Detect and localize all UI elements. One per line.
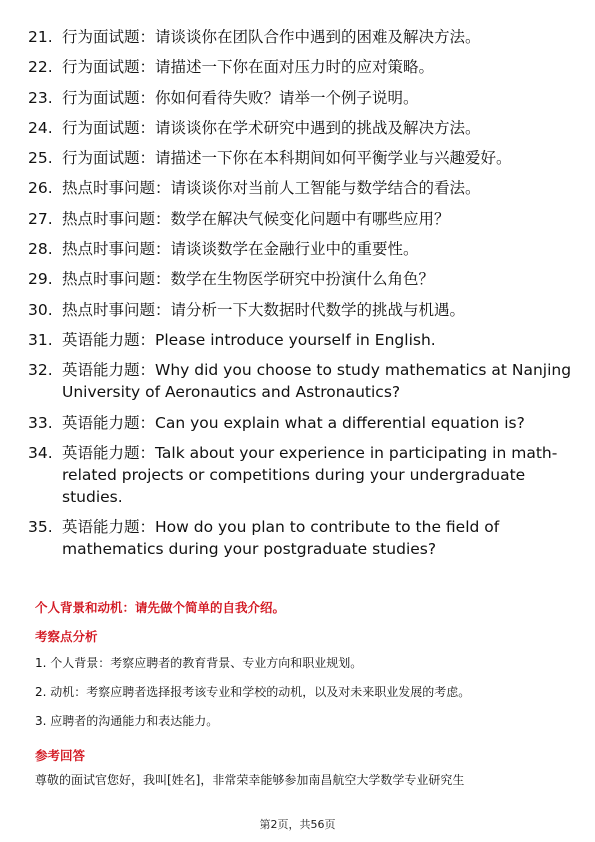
analysis-point: 2. 动机：考察应聘者选择报考该专业和学校的动机，以及对未来职业发展的考虑。 (35, 685, 471, 699)
question-number: 28. (28, 240, 53, 259)
question-item (28, 26, 573, 48)
question-text: 行为面试题：请谈谈你在团队合作中遇到的困难及解决方法。 (62, 28, 481, 46)
section-title: 个人背景和动机：请先做个简单的自我介绍。 (35, 600, 286, 615)
question-text: 英语能力题：Can you explain what a differential equation is? (62, 413, 525, 432)
question-number: 33. (28, 413, 53, 432)
question-item (28, 516, 573, 560)
question-number: 32. (28, 361, 53, 380)
question-number: 29. (28, 270, 53, 289)
question-number: 23. (28, 88, 53, 107)
question-text: 热点时事问题：请谈谈你对当前人工智能与数学结合的看法。 (62, 179, 481, 198)
question-item (28, 238, 573, 260)
question-text: 热点时事问题：请谈谈数学在金融行业中的重要性。 (62, 240, 419, 259)
question-number: 27. (28, 209, 53, 228)
question-item (28, 147, 573, 169)
question-number: 26. (28, 179, 53, 198)
question-item (28, 208, 573, 230)
question-item (28, 329, 573, 351)
question-text: 行为面试题：请谈谈你在学术研究中遇到的挑战及解决方法。 (62, 118, 481, 137)
question-text: 行为面试题：请描述一下你在面对压力时的应对策略。 (62, 58, 435, 77)
question-item (28, 177, 573, 199)
question-text: 英语能力题：Why did you choose to study mathematics at Nanjing University of Aeronautics and Astronautics? (62, 361, 572, 402)
question-text: 行为面试题：你如何看待失败？请举一个例子说明。 (62, 88, 419, 107)
question-number: 24. (28, 118, 53, 137)
analysis-point: 3. 应聘者的沟通能力和表达能力。 (35, 714, 219, 728)
question-number: 35. (28, 518, 53, 537)
analysis-heading: 考察点分析 (35, 629, 98, 644)
question-text: 热点时事问题：请分析一下大数据时代数学的挑战与机遇。 (62, 300, 466, 319)
question-item (28, 56, 573, 78)
question-number: 21. (28, 28, 53, 46)
question-item (28, 442, 573, 508)
answer-text: 尊敬的面试官您好，我叫[姓名]，非常荣幸能够参加南昌航空大学数学专业研究生 (35, 773, 465, 787)
analysis-point: 1. 个人背景：考察应聘者的教育背景、专业方向和职业规划。 (35, 656, 363, 670)
analysis-points (35, 654, 470, 741)
question-number: 31. (28, 330, 53, 349)
question-number: 34. (28, 443, 53, 462)
question-text: 行为面试题：请描述一下你在本科期间如何平衡学业与兴趣爱好。 (62, 149, 512, 168)
question-text: 英语能力题：Please introduce yourself in English. (62, 330, 436, 349)
question-item (28, 268, 573, 290)
question-text: 英语能力题：Talk about your experience in participating in math-related projects or competitions during your undergraduate studies. (62, 443, 558, 506)
question-text: 热点时事问题：数学在生物医学研究中扮演什么角色？ (62, 270, 435, 289)
question-number: 25. (28, 149, 53, 168)
answer-heading: 参考回答 (35, 748, 86, 763)
question-item (28, 299, 573, 321)
question-number: 22. (28, 58, 53, 77)
question-item (28, 87, 573, 109)
page-number: 第2页，共56页 (259, 818, 336, 831)
question-text: 热点时事问题：数学在解决气候变化问题中有哪些应用？ (62, 209, 450, 228)
question-item (28, 412, 573, 434)
question-item (28, 117, 573, 139)
question-number: 30. (28, 300, 53, 319)
question-item (28, 359, 573, 403)
question-list (28, 26, 573, 568)
question-text: 英语能力题：How do you plan to contribute to the field of mathematics during your postgraduate studies? (62, 518, 500, 559)
